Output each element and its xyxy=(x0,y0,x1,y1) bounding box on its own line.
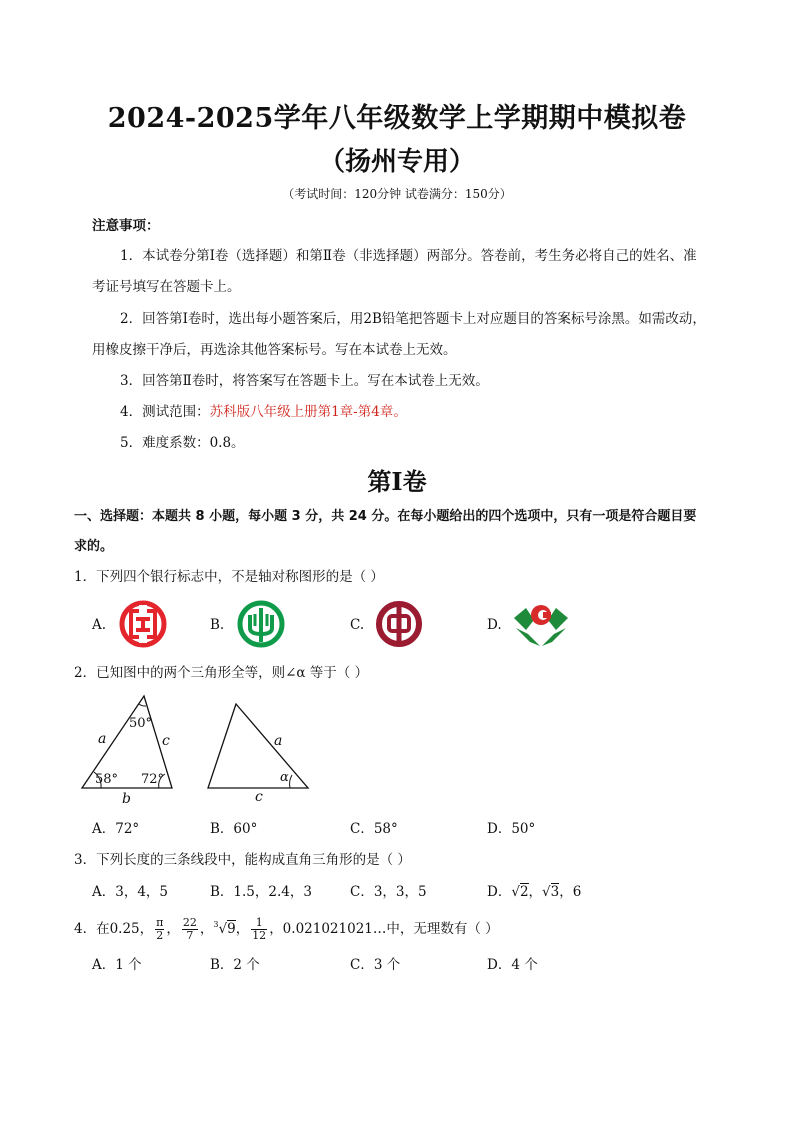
q1-option-a-label: A. xyxy=(92,617,107,633)
fraction-denominator: 7 xyxy=(186,929,194,942)
fig1-side-b: b xyxy=(122,791,131,807)
q3-sep-2: ，6 xyxy=(559,884,582,900)
q3-radicand-1: 2 xyxy=(519,884,529,900)
q3-option-c: C．3，3，5 xyxy=(350,884,427,900)
q4-option-d: D．4 个 xyxy=(487,957,538,973)
fig1-angle-left: 58° xyxy=(95,772,119,787)
q3-option-d xyxy=(487,883,581,901)
fraction-1-over-12 xyxy=(251,917,267,942)
fig2-side-c: c xyxy=(255,789,263,805)
q1-stem: 1．下列四个银行标志中，不是轴对称图形的是（ ） xyxy=(74,569,384,585)
section-instruction-line2: 求的。 xyxy=(74,539,114,554)
abc-logo-icon xyxy=(236,600,286,648)
fig1-angle-top: 50° xyxy=(129,716,153,731)
note-2-line2: 用橡皮擦干净后，再选涂其他答案标号。写在本试卷上无效。 xyxy=(92,342,457,358)
note-4 xyxy=(120,403,407,421)
q2-option-b: B．60° xyxy=(210,821,258,837)
fig1-side-a: a xyxy=(98,731,107,747)
note-4-prefix: 4．测试范围： xyxy=(120,404,210,420)
fraction-denominator: 12 xyxy=(252,929,267,942)
cube-root-index: 3 xyxy=(213,920,219,929)
q3-sep-1: ， xyxy=(528,884,543,900)
fraction-denominator: 2 xyxy=(156,929,164,942)
fraction-numerator: 22 xyxy=(182,916,197,929)
q3-stem: 3．下列长度的三条线段中，能构成直角三角形的是（ ） xyxy=(74,852,411,868)
q4-option-c: C．3 个 xyxy=(350,957,401,973)
note-4-range: 苏科版八年级上册第1章-第4章。 xyxy=(209,404,407,420)
q1-option-d-label: D. xyxy=(487,617,502,633)
fraction-pi-over-2 xyxy=(155,917,164,942)
note-5: 5．难度系数：0.8。 xyxy=(120,435,245,451)
rural-credit-logo-icon xyxy=(512,598,570,648)
q3-radicand-2: 3 xyxy=(550,884,560,900)
fraction-22-over-7 xyxy=(182,917,198,942)
q3-option-d-label: D． xyxy=(487,884,512,900)
sqrt-icon: √ xyxy=(511,884,520,900)
q3-option-b: B．1.5，2.4，3 xyxy=(210,884,312,900)
exam-title: 2024-2025学年八年级数学上学期期中模拟卷 xyxy=(107,103,687,134)
fig1-angle-right: 72° xyxy=(141,772,165,787)
icbc-logo-icon xyxy=(118,600,168,648)
q1-option-b-label: B. xyxy=(210,617,225,633)
cube-root-radicand: 9 xyxy=(227,921,236,937)
fig2-angle-alpha: α xyxy=(280,770,289,785)
fig2-side-a: a xyxy=(274,733,283,749)
q4-stem: 4．在0.25， $\frac{\pi}{2}$ ， $\frac{22}{7}$ ，$^3$√9， $\frac{1}{12}$ ，0.021021021…中，无理数有（ ） xyxy=(74,916,499,942)
q2-option-d: D．50° xyxy=(487,821,536,837)
note-2-line1: 2．回答第Ⅰ卷时，选出每小题答案后，用2B铅笔把答题卡上对应题目的答案标号涂黑。如需改动， xyxy=(120,311,706,327)
section-instruction-line1: 一、选择题：本题共 8 小题，每小题 3 分，共 24 分。在每小题给出的四个选项中，只有一项是符合题目要 xyxy=(74,509,697,524)
q3-option-a: A．3，4，5 xyxy=(92,884,169,900)
note-3: 3．回答第Ⅱ卷时，将答案写在答题卡上。写在本试卷上无效。 xyxy=(120,373,489,389)
q4-stem-suffix: ，0.021021021…中，无理数有（ ） xyxy=(269,921,499,937)
section-title: 第Ⅰ卷 xyxy=(367,467,427,496)
q2-option-a: A．72° xyxy=(92,821,140,837)
note-1-line1: 1．本试卷分第Ⅰ卷（选择题）和第Ⅱ卷（非选择题）两部分。答卷前，考生务必将自己的姓名、准 xyxy=(120,248,697,264)
q2-stem: 2．已知图中的两个三角形全等，则∠α 等于（ ） xyxy=(74,665,369,681)
q4-option-b: B．2 个 xyxy=(210,957,260,973)
triangle-figure-2 xyxy=(204,698,312,794)
fraction-numerator: 1 xyxy=(251,917,267,930)
notes-heading: 注意事项： xyxy=(92,218,160,234)
q2-option-c: C．58° xyxy=(350,821,398,837)
fig1-side-c: c xyxy=(162,733,170,749)
exam-region: （扬州专用） xyxy=(318,147,475,177)
boc-logo-icon xyxy=(374,600,424,648)
q1-option-c-label: C. xyxy=(350,617,365,633)
q4-stem-prefix: 4．在0.25， xyxy=(74,921,154,937)
note-1-line2: 考证号填写在答题卡上。 xyxy=(92,279,241,295)
sqrt-icon-2: √ xyxy=(542,884,551,900)
exam-info: （考试时间：120分钟 试卷满分：150分） xyxy=(282,187,512,201)
q4-option-a: A．1 个 xyxy=(92,957,142,973)
fraction-numerator: π xyxy=(156,916,164,929)
sqrt-icon: √ xyxy=(218,921,228,937)
